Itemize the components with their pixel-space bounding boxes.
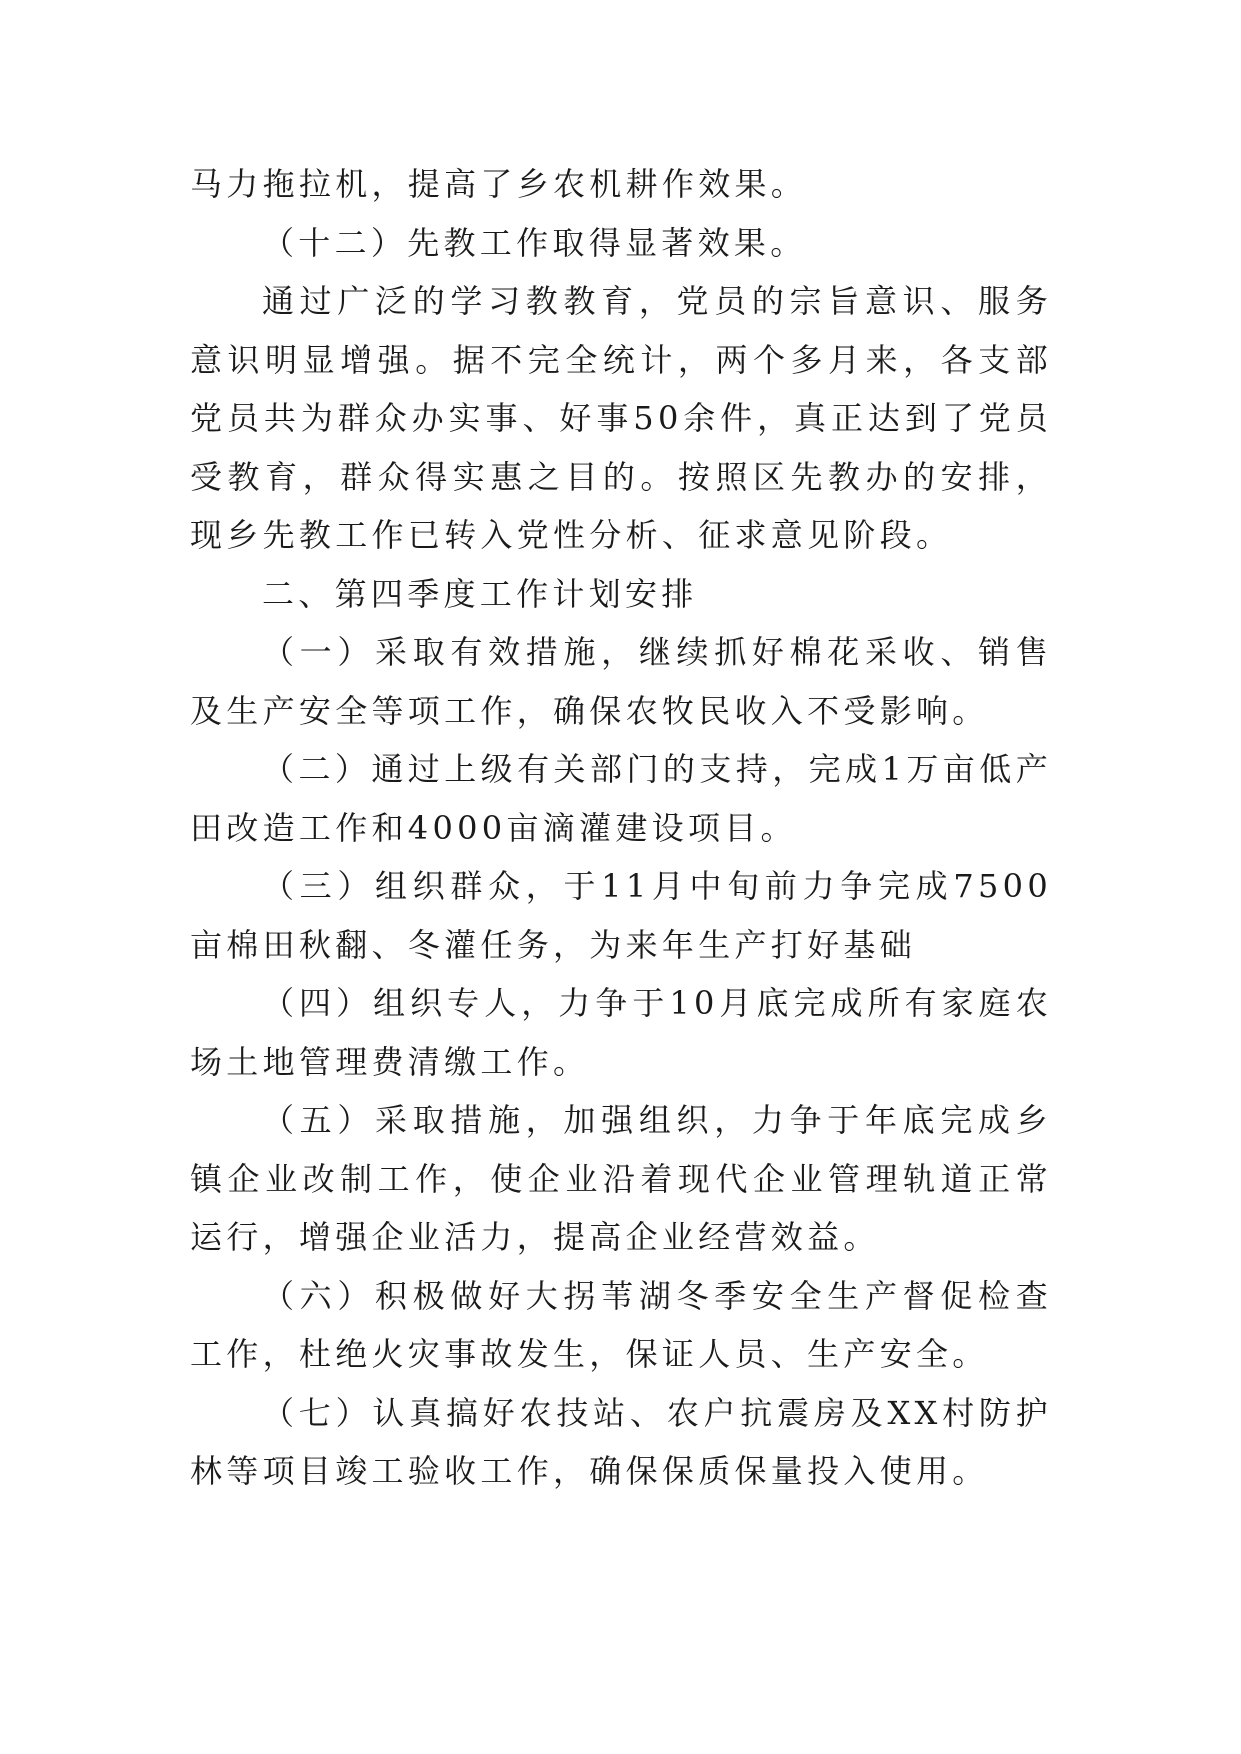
paragraph-education-results: 通过广泛的学习教教育，党员的宗旨意识、服务意识明显增强。据不完全统计，两个多月来，各支部党员共为群众办实事、好事50余件，真正达到了党员受教育，群众得实惠之目的。按照区先教办的安排，现乡先教工作已转入党性分析、征求意见阶段。 — [190, 282, 1052, 554]
plan-item-7: （七）认真搞好农技站、农户抗震房及XX村防护林等项目竣工验收工作，确保保质保量投入使用。 — [190, 1393, 1052, 1490]
section-heading-q4-plan: 二、第四季度工作计划安排 — [262, 574, 698, 613]
document-body — [190, 155, 1052, 1501]
plan-item-4: （四）组织专人，力争于10月底完成所有家庭农场土地管理费清缴工作。 — [190, 984, 1052, 1081]
paragraph-heading-12: （十二）先教工作取得显著效果。 — [262, 223, 807, 262]
plan-item-5: （五）采取措施，加强组织，力争于年底完成乡镇企业改制工作，使企业沿着现代企业管理轨道正常运行，增强企业活力，提高企业经营效益。 — [190, 1101, 1052, 1256]
paragraph-continuation: 马力拖拉机，提高了乡农机耕作效果。 — [190, 165, 808, 203]
plan-item-2: （二）通过上级有关部门的支持，完成1万亩低产田改造工作和4000亩滴灌建设项目。 — [190, 750, 1052, 847]
plan-item-6: （六）积极做好大拐苇湖冬季安全生产督促检查工作，杜绝火灾事故发生，保证人员、生产安全。 — [190, 1276, 1052, 1373]
plan-item-3: （三）组织群众，于11月中旬前力争完成7500亩棉田秋翻、冬灌任务，为来年生产打好基础 — [190, 867, 1052, 964]
plan-item-1: （一）采取有效措施，继续抓好棉花采收、销售及生产安全等项工作，确保农牧民收入不受影响。 — [190, 633, 1052, 730]
